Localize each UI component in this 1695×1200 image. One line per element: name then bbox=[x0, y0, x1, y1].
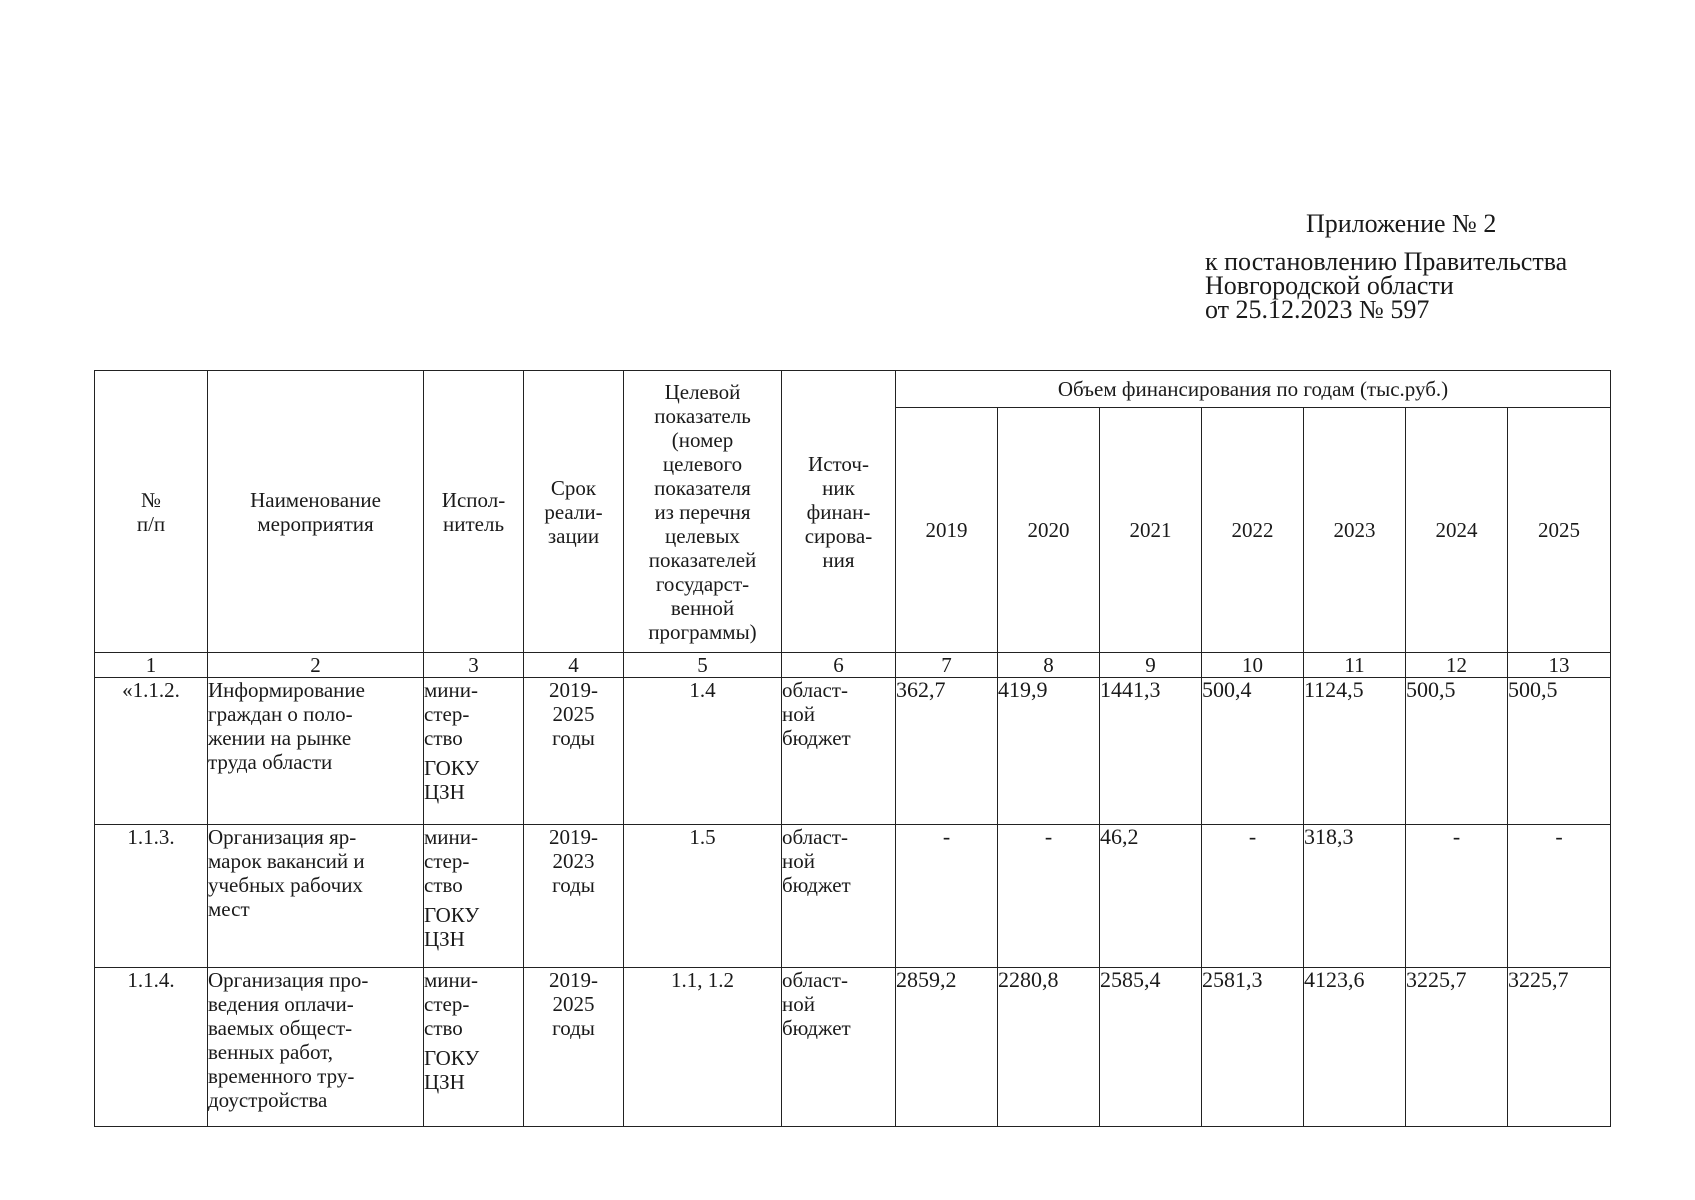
header-year: 2025 bbox=[1508, 408, 1611, 653]
row-number: 1.1.3. bbox=[95, 825, 208, 968]
column-number: 5 bbox=[624, 653, 782, 678]
funding-value: 2859,2 bbox=[896, 968, 998, 1127]
column-number: 4 bbox=[524, 653, 624, 678]
table-header-row bbox=[95, 371, 1611, 408]
header-year: 2020 bbox=[998, 408, 1100, 653]
funding-value: 2280,8 bbox=[998, 968, 1100, 1127]
executor: мини- стер- ство ГОКУ ЦЗН bbox=[424, 968, 524, 1127]
column-number: 7 bbox=[896, 653, 998, 678]
financing-table bbox=[94, 370, 1611, 1127]
header-year: 2023 bbox=[1304, 408, 1406, 653]
funding-source: област- ной бюджет bbox=[782, 825, 896, 968]
decree-reference bbox=[1205, 247, 1568, 324]
activity-name: Информирование граждан о поло- жении на рынке труда области bbox=[208, 678, 424, 825]
decree-reference-line: от 25.12.2023 № 597 bbox=[1205, 295, 1430, 324]
table-row bbox=[95, 968, 1611, 1127]
header-num: № п/п bbox=[95, 371, 208, 653]
funding-value: - bbox=[1406, 825, 1508, 968]
column-number: 6 bbox=[782, 653, 896, 678]
funding-value: - bbox=[896, 825, 998, 968]
funding-value: 3225,7 bbox=[1406, 968, 1508, 1127]
implementation-term: 2019- 2025 годы bbox=[524, 968, 624, 1127]
column-number: 1 bbox=[95, 653, 208, 678]
target-indicator: 1.4 bbox=[624, 678, 782, 825]
column-number-row bbox=[95, 653, 1611, 678]
executor: мини- стер- ство ГОКУ ЦЗН bbox=[424, 678, 524, 825]
decree-reference-line: к постановлению Правительства bbox=[1205, 247, 1568, 276]
header-year: 2021 bbox=[1100, 408, 1202, 653]
header-term: Срок реали- зации bbox=[524, 371, 624, 653]
funding-value: - bbox=[998, 825, 1100, 968]
funding-value: 2581,3 bbox=[1202, 968, 1304, 1127]
implementation-term: 2019- 2025 годы bbox=[524, 678, 624, 825]
table-row bbox=[95, 678, 1611, 825]
funding-value: 2585,4 bbox=[1100, 968, 1202, 1127]
funding-value: 1124,5 bbox=[1304, 678, 1406, 825]
row-number: 1.1.4. bbox=[95, 968, 208, 1127]
column-number: 11 bbox=[1304, 653, 1406, 678]
funding-value: 362,7 bbox=[896, 678, 998, 825]
appendix-title: Приложение № 2 bbox=[1306, 209, 1497, 238]
funding-value: 4123,6 bbox=[1304, 968, 1406, 1127]
column-number: 2 bbox=[208, 653, 424, 678]
column-number: 8 bbox=[998, 653, 1100, 678]
column-number: 12 bbox=[1406, 653, 1508, 678]
header-year: 2022 bbox=[1202, 408, 1304, 653]
column-number: 3 bbox=[424, 653, 524, 678]
implementation-term: 2019- 2023 годы bbox=[524, 825, 624, 968]
decree-reference-line: Новгородской области bbox=[1205, 271, 1454, 300]
header-source: Источ- ник финан- сирова- ния bbox=[782, 371, 896, 653]
header-name: Наименование мероприятия bbox=[208, 371, 424, 653]
header-executor: Испол- нитель bbox=[424, 371, 524, 653]
funding-value: 1441,3 bbox=[1100, 678, 1202, 825]
funding-source: област- ной бюджет bbox=[782, 968, 896, 1127]
funding-value: 500,5 bbox=[1508, 678, 1611, 825]
column-number: 10 bbox=[1202, 653, 1304, 678]
header-year: 2024 bbox=[1406, 408, 1508, 653]
funding-value: 500,4 bbox=[1202, 678, 1304, 825]
table-row bbox=[95, 825, 1611, 968]
funding-value: 46,2 bbox=[1100, 825, 1202, 968]
funding-value: - bbox=[1508, 825, 1611, 968]
column-number: 9 bbox=[1100, 653, 1202, 678]
activity-name: Организация яр- марок вакансий и учебных рабочих мест bbox=[208, 825, 424, 968]
funding-value: - bbox=[1202, 825, 1304, 968]
column-number: 13 bbox=[1508, 653, 1611, 678]
target-indicator: 1.5 bbox=[624, 825, 782, 968]
funding-value: 318,3 bbox=[1304, 825, 1406, 968]
header-funding-group: Объем финансирования по годам (тыс.руб.) bbox=[896, 371, 1611, 408]
activity-name: Организация про- ведения оплачи- ваемых общест- венных работ, временного тру- доустройства bbox=[208, 968, 424, 1127]
executor: мини- стер- ство ГОКУ ЦЗН bbox=[424, 825, 524, 968]
funding-value: 3225,7 bbox=[1508, 968, 1611, 1127]
header-year: 2019 bbox=[896, 408, 998, 653]
funding-value: 419,9 bbox=[998, 678, 1100, 825]
row-number: «1.1.2. bbox=[95, 678, 208, 825]
funding-source: област- ной бюджет bbox=[782, 678, 896, 825]
funding-value: 500,5 bbox=[1406, 678, 1508, 825]
target-indicator: 1.1, 1.2 bbox=[624, 968, 782, 1127]
header-indicator: Целевой показатель (номер целевого показателя из перечня целевых показателей государст- венной программы) bbox=[624, 371, 782, 653]
